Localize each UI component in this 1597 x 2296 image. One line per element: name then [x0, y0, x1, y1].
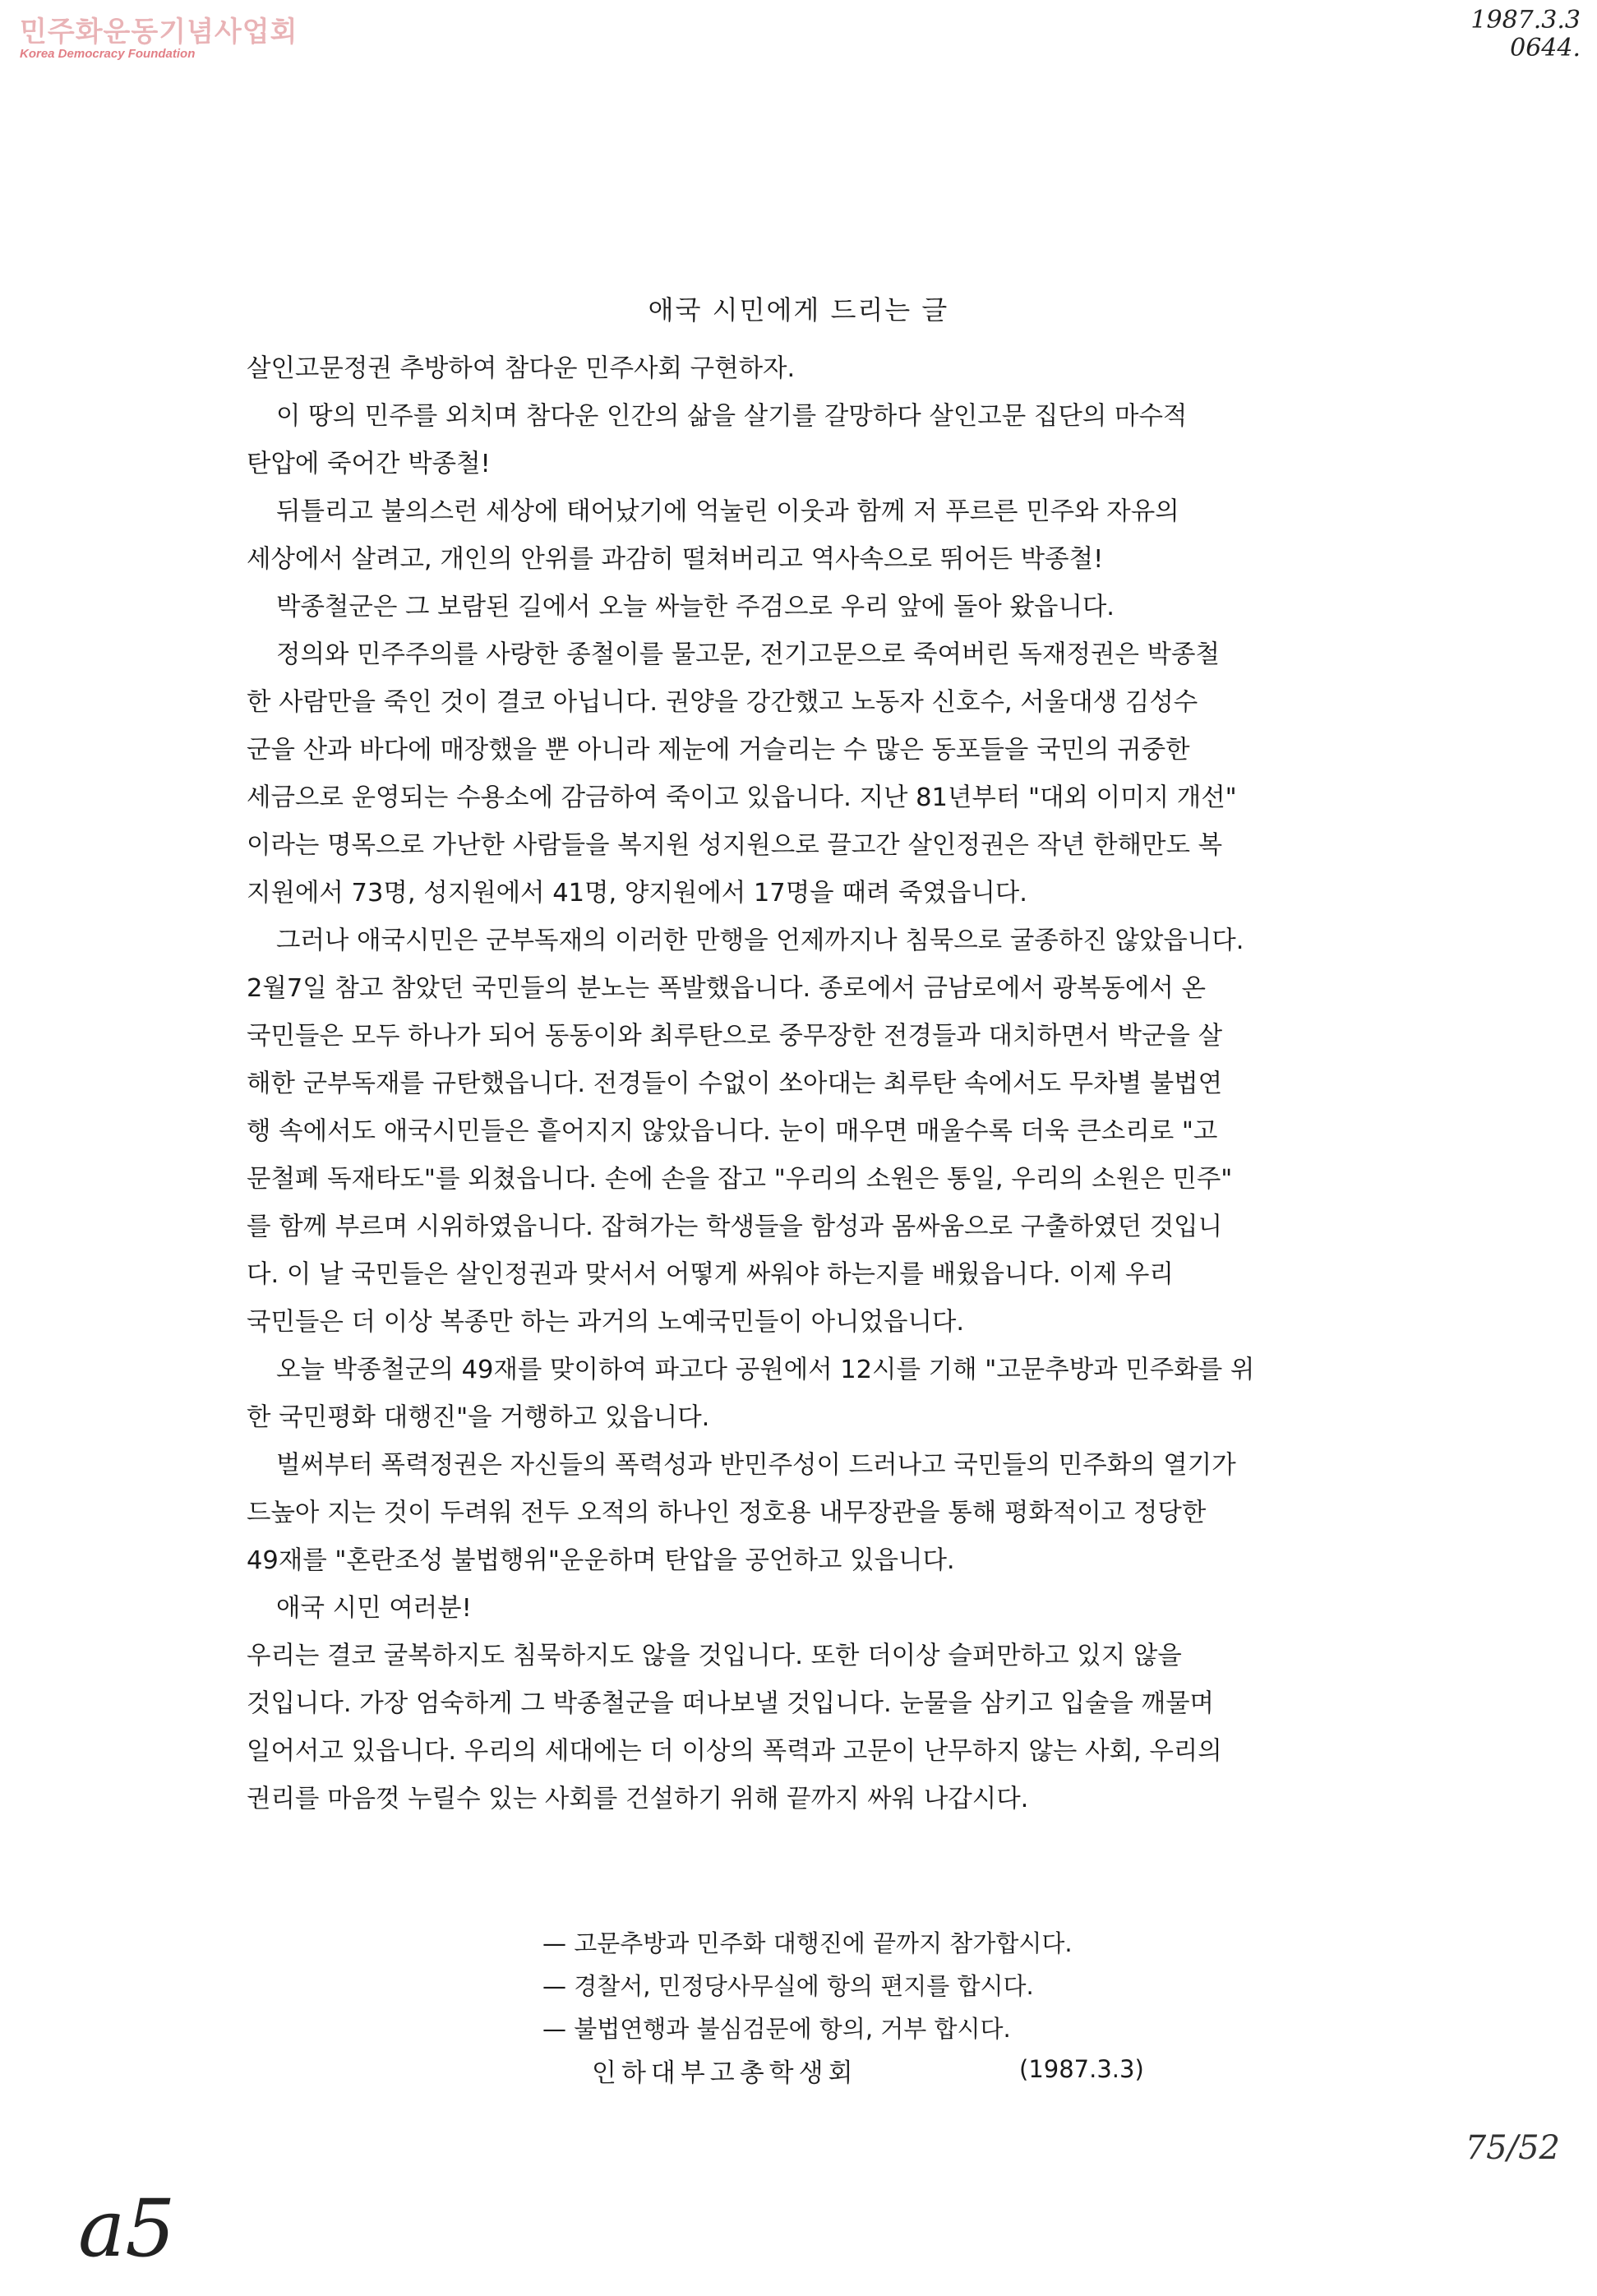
signature-organization: 인하대부고총학생회 — [592, 2058, 858, 2088]
body-line: 다. 이 날 국민들은 살인정권과 맞서서 어떻게 싸워야 하는지를 배웠읍니다. 이제 우리 — [247, 1260, 1174, 1289]
document-body — [247, 345, 1315, 1823]
body-line: 2월7일 참고 참았던 국민들의 분노는 폭발했읍니다. 종로에서 금남로에서 광복동에서 온 — [247, 974, 1206, 1003]
body-line: 해한 군부독재를 규탄했읍니다. 전경들이 수없이 쏘아대는 최루탄 속에서도 무차별 불법연 — [247, 1069, 1223, 1098]
body-line: 그러나 애국시민은 군부독재의 이러한 만행을 언제까지나 침묵으로 굴종하진 않았읍니다. — [276, 926, 1244, 955]
body-line: 벌써부터 폭력정권은 자신들의 폭력성과 반민주성이 드러나고 국민들의 민주화의 열기가 — [276, 1451, 1236, 1480]
body-line: 49재를 "혼란조성 불법행위"운운하며 탄압을 공언하고 있읍니다. — [247, 1546, 955, 1575]
foundation-watermark — [20, 18, 298, 60]
body-line: 드높아 지는 것이 두려워 전두 오적의 하나인 정호용 내무장관을 통해 평화적이고 정당한 — [247, 1499, 1207, 1527]
body-line: 이라는 명목으로 가난한 사람들을 복지원 성지원으로 끌고간 살인정권은 작년 한해만도 복 — [247, 831, 1223, 860]
closing-slogan: — 불법연행과 불심검문에 항의, 거부 합시다. — [542, 2015, 1011, 2043]
corner-note-date: 1987.3.3 — [1470, 6, 1581, 35]
watermark-english: Korea Democracy Foundation — [20, 46, 196, 61]
body-line: 애국 시민 여러분! — [276, 1594, 472, 1623]
document-title: 애국 시민에게 드리는 글 — [648, 294, 949, 326]
signature-date: (1987.3.3) — [1019, 2055, 1144, 2083]
body-line: 이 땅의 민주를 외치며 참다운 인간의 삶을 살기를 갈망하다 살인고문 집단의 마수적 — [276, 402, 1188, 431]
body-line: 권리를 마음껏 누릴수 있는 사회를 건설하기 위해 끝까지 싸워 나갑시다. — [247, 1785, 1029, 1813]
closing-slogan: — 고문추방과 민주화 대행진에 끝까지 참가합시다. — [542, 1929, 1073, 1957]
body-line: 한 국민평화 대행진"을 거행하고 있읍니다. — [247, 1403, 710, 1432]
body-line: 살인고문정권 추방하여 참다운 민주사회 구현하자. — [247, 354, 796, 383]
corner-note-number: 0644. — [1510, 34, 1581, 62]
body-line: 군을 산과 바다에 매장했을 뿐 아니라 제눈에 거슬리는 수 많은 동포들을 국민의 귀중한 — [247, 736, 1190, 765]
body-line: 세금으로 운영되는 수용소에 감금하여 죽이고 있읍니다. 지난 81년부터 "대외 이미지 개선" — [247, 783, 1237, 812]
body-line: 지원에서 73명, 성지원에서 41명, 양지원에서 17명을 때려 죽였읍니다. — [247, 879, 1027, 908]
body-line: 한 사람만을 죽인 것이 결코 아닙니다. 권양을 강간했고 노동자 신호수, 서울대생 김성수 — [247, 688, 1198, 717]
closing-slogan: — 경찰서, 민정당사무실에 항의 편지를 합시다. — [542, 1972, 1034, 2000]
body-line: 세상에서 살려고, 개인의 안위를 과감히 떨쳐버리고 역사속으로 뛰어든 박종철! — [247, 545, 1104, 574]
handwritten-page-marker: 75/52 — [1465, 2129, 1560, 2167]
handwritten-archive-code: a5 — [78, 2183, 176, 2275]
body-line: 국민들은 모두 하나가 되어 동동이와 최루탄으로 중무장한 전경들과 대치하면서 박군을 살 — [247, 1022, 1223, 1051]
closing-slogans — [542, 1922, 1073, 2050]
body-line: 국민들은 더 이상 복종만 하는 과거의 노예국민들이 아니었읍니다. — [247, 1308, 965, 1337]
body-line: 정의와 민주주의를 사랑한 종철이를 물고문, 전기고문으로 죽여버린 독재정권은 박종철 — [276, 640, 1220, 669]
body-line: 박종철군은 그 보람된 길에서 오늘 싸늘한 주검으로 우리 앞에 돌아 왔읍니다. — [276, 593, 1115, 621]
body-line: 뒤틀리고 불의스런 세상에 태어났기에 억눌린 이웃과 함께 저 푸르른 민주와 자유의 — [276, 497, 1179, 526]
body-line: 탄압에 죽어간 박종철! — [247, 450, 491, 478]
watermark-korean: 민주화운동기념사업회 — [20, 16, 298, 49]
body-line: 일어서고 있읍니다. 우리의 세대에는 더 이상의 폭력과 고문이 난무하지 않는 사회, 우리의 — [247, 1737, 1222, 1766]
handwritten-corner-note — [1470, 7, 1581, 62]
body-line: 우리는 결코 굴복하지도 침묵하지도 않을 것입니다. 또한 더이상 슬퍼만하고 있지 않을 — [247, 1642, 1182, 1670]
body-line: 것입니다. 가장 엄숙하게 그 박종철군을 떠나보낼 것입니다. 눈물을 삼키고 입술을 깨물며 — [247, 1689, 1215, 1718]
body-line: 를 함께 부르며 시위하였읍니다. 잡혀가는 학생들을 함성과 몸싸움으로 구출하였던 것입니 — [247, 1213, 1223, 1241]
body-line: 오늘 박종철군의 49재를 맞이하여 파고다 공원에서 12시를 기해 "고문추방과 민주화를 위 — [276, 1356, 1255, 1384]
body-line: 문철폐 독재타도"를 외쳤읍니다. 손에 손을 잡고 "우리의 소원은 통일, 우리의 소원은 민주" — [247, 1165, 1233, 1194]
body-line: 행 속에서도 애국시민들은 흩어지지 않았읍니다. 눈이 매우면 매울수록 더욱 큰소리로 "고 — [247, 1117, 1218, 1146]
